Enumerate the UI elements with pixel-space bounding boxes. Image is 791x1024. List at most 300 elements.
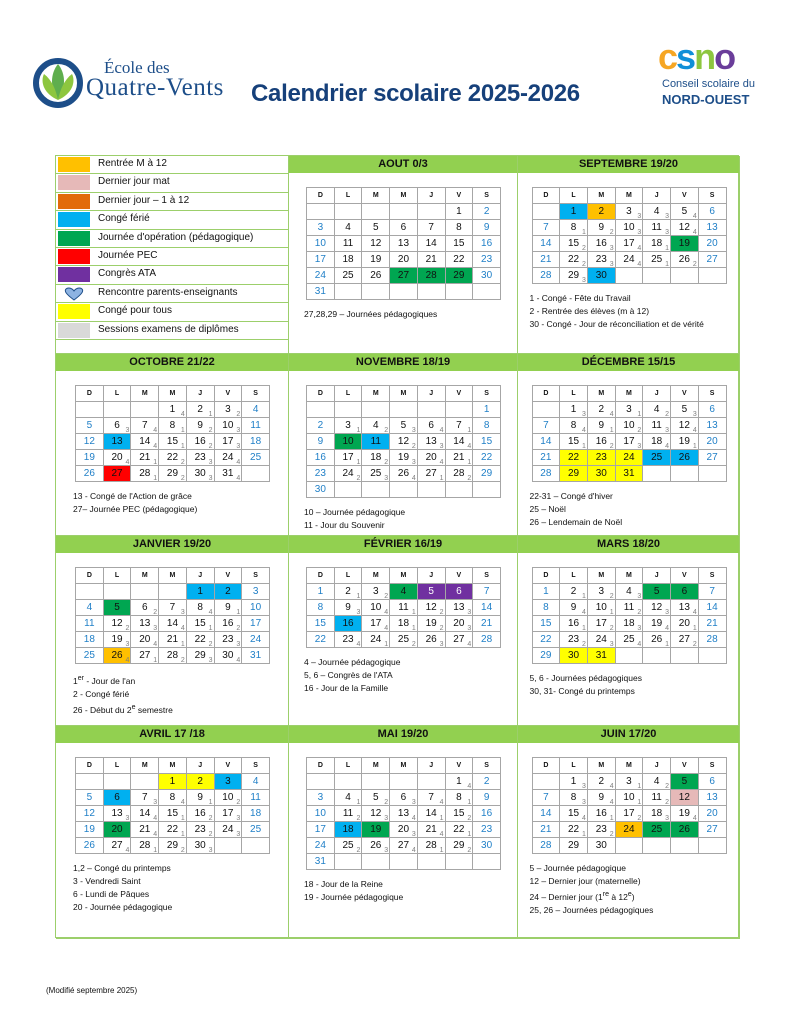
day-cell <box>615 632 643 648</box>
day-cell <box>532 838 560 854</box>
empty-cell <box>242 838 270 854</box>
note-line: 22-31 – Congé d'hiver <box>529 491 613 501</box>
cycle-day-number: 1 <box>153 459 158 466</box>
day-cell <box>615 600 643 616</box>
month-notes <box>530 672 642 698</box>
weekday-header: S <box>473 188 501 204</box>
empty-cell <box>390 854 418 870</box>
day-cell <box>186 466 214 482</box>
day-number: 3 <box>626 206 632 217</box>
day-number: 22 <box>166 824 179 835</box>
note-line: 25, 26 – Journées pédagogiques <box>529 904 654 915</box>
day-number: 2 <box>317 420 324 431</box>
day-cell <box>532 822 560 838</box>
board-name-line2: NORD-OUEST <box>662 92 750 107</box>
weekday-header: S <box>698 188 726 204</box>
weekday-header: L <box>103 758 131 774</box>
empty-cell <box>390 774 418 790</box>
day-number: 4 <box>400 586 407 597</box>
cycle-day-number: 4 <box>236 657 241 664</box>
cycle-day-number: 1 <box>582 443 586 450</box>
cycle-day-number: 3 <box>125 427 130 434</box>
day-number: 3 <box>345 420 351 431</box>
day-cell <box>307 632 335 648</box>
legend-item <box>56 211 289 229</box>
cycle-day-number: 3 <box>609 641 614 648</box>
day-cell <box>643 632 671 648</box>
day-cell <box>103 822 131 838</box>
day-cell <box>417 632 445 648</box>
day-number: 14 <box>166 618 179 629</box>
day-number: 14 <box>425 808 437 819</box>
cycle-day-number: 4 <box>609 411 614 418</box>
day-number: 8 <box>483 420 490 431</box>
day-number: 22 <box>540 634 552 645</box>
day-cell <box>417 600 445 616</box>
legend-label: Journée PEC <box>98 249 158 261</box>
day-number: 5 <box>653 586 660 597</box>
cycle-day-number: 1 <box>180 831 185 838</box>
empty-cell <box>698 838 726 854</box>
day-number: 4 <box>626 586 632 597</box>
month-title: DÉCEMBRE 15/15 <box>518 354 739 371</box>
day-number: 18 <box>83 634 95 645</box>
note-line: 2 - Congé férié <box>73 688 130 699</box>
cycle-day-number: 2 <box>208 443 213 450</box>
day-cell <box>76 616 104 632</box>
legend-item <box>56 174 289 192</box>
day-cell <box>76 838 104 854</box>
day-number: 19 <box>678 238 690 249</box>
note-line: 3 - Vendredi Saint <box>73 876 141 886</box>
day-number: 17 <box>623 808 635 819</box>
day-number: 9 <box>598 792 605 803</box>
day-cell <box>473 268 501 284</box>
day-cell <box>473 632 501 648</box>
day-cell <box>390 268 418 284</box>
day-number: 18 <box>623 618 635 629</box>
day-cell <box>671 402 699 418</box>
note-line: 20 - Journée pédagogique <box>73 902 173 912</box>
day-cell <box>390 220 418 236</box>
cycle-day-number: 2 <box>582 245 586 252</box>
weekday-header: M <box>615 386 643 402</box>
day-number: 12 <box>678 792 690 803</box>
day-number: 25 <box>250 452 262 463</box>
legend-swatch <box>58 286 90 301</box>
cycle-day-number: 1 <box>637 783 642 790</box>
day-number: 21 <box>706 618 718 629</box>
day-number: 1 <box>169 404 176 415</box>
day-number: 9 <box>345 602 351 613</box>
day-cell <box>103 466 131 482</box>
weekday-header: L <box>334 386 362 402</box>
cycle-day-number: 1 <box>411 609 416 616</box>
day-cell <box>334 838 362 854</box>
day-number: 10 <box>623 222 635 233</box>
cycle-day-number: 1 <box>208 411 213 418</box>
month-table <box>306 757 501 870</box>
day-cell <box>698 774 726 790</box>
weekday-header: D <box>532 386 560 402</box>
day-number: 19 <box>678 436 690 447</box>
day-number: 24 <box>342 468 354 479</box>
day-cell <box>587 648 615 664</box>
day-number: 15 <box>453 808 465 819</box>
day-cell <box>214 418 242 434</box>
day-number: 20 <box>706 808 718 819</box>
note-line: 30, 31- Congé du printemps <box>529 686 635 696</box>
day-number: 17 <box>250 618 262 629</box>
empty-cell <box>473 854 501 870</box>
day-cell <box>362 600 390 616</box>
day-cell <box>307 252 335 268</box>
empty-cell <box>334 482 362 498</box>
cycle-day-number: 4 <box>180 799 185 806</box>
day-cell <box>334 584 362 600</box>
day-number: 5 <box>86 420 93 431</box>
day-number: 4 <box>345 222 351 233</box>
day-number: 28 <box>540 840 552 851</box>
day-cell <box>417 616 445 632</box>
day-cell <box>214 790 242 806</box>
day-number: 20 <box>453 618 465 629</box>
day-cell <box>587 252 615 268</box>
school-logo-icon <box>30 52 88 110</box>
day-number: 21 <box>540 254 552 265</box>
heart-icon <box>58 286 90 301</box>
cycle-day-number: 4 <box>153 815 158 822</box>
day-number: 16 <box>481 238 493 249</box>
empty-cell <box>159 584 187 600</box>
day-cell <box>159 648 187 664</box>
day-cell <box>445 434 473 450</box>
cycle-day-number: 1 <box>356 427 361 434</box>
cycle-day-number: 3 <box>582 277 586 284</box>
day-number: 7 <box>456 420 462 431</box>
day-cell <box>698 806 726 822</box>
weekday-header: D <box>532 188 560 204</box>
day-number: 4 <box>372 420 379 431</box>
day-number: 28 <box>453 468 465 479</box>
month-title: OCTOBRE 21/22 <box>56 354 288 371</box>
day-cell <box>643 236 671 252</box>
month-table <box>306 385 501 498</box>
cycle-day-number: 2 <box>609 625 614 632</box>
day-cell <box>334 600 362 616</box>
day-cell <box>473 790 501 806</box>
cycle-day-number: 2 <box>609 229 614 236</box>
day-number: 20 <box>425 452 437 463</box>
day-cell <box>307 450 335 466</box>
day-number: 24 <box>623 254 635 265</box>
day-number: 24 <box>314 840 326 851</box>
day-number: 6 <box>114 792 120 803</box>
day-cell <box>445 584 473 600</box>
day-number: 15 <box>314 618 326 629</box>
note-line: 25 – Noël <box>529 504 566 514</box>
day-number: 4 <box>252 776 259 787</box>
day-number: 3 <box>372 586 379 597</box>
day-cell <box>643 806 671 822</box>
day-number: 13 <box>706 222 718 233</box>
day-cell <box>103 806 131 822</box>
weekday-header: D <box>307 758 335 774</box>
day-number: 28 <box>166 650 179 661</box>
day-cell <box>473 402 501 418</box>
day-cell <box>186 838 214 854</box>
empty-cell <box>103 584 131 600</box>
day-number: 29 <box>567 840 580 851</box>
note-line: 1er - Jour de l'an <box>73 675 136 686</box>
day-cell <box>362 220 390 236</box>
day-cell <box>615 204 643 220</box>
day-number: 6 <box>400 792 407 803</box>
day-cell <box>560 450 588 466</box>
day-number: 7 <box>543 420 549 431</box>
day-cell <box>532 236 560 252</box>
day-number: 12 <box>397 436 410 447</box>
empty-cell <box>473 284 501 300</box>
day-cell <box>532 600 560 616</box>
day-cell <box>671 418 699 434</box>
day-number: 11 <box>342 238 354 249</box>
day-number: 30 <box>222 650 234 661</box>
day-cell <box>76 806 104 822</box>
day-cell <box>587 584 615 600</box>
month-panel <box>289 156 518 354</box>
legend-item <box>56 193 289 211</box>
cycle-day-number: 4 <box>125 657 130 664</box>
day-cell <box>587 220 615 236</box>
day-number: 7 <box>543 222 549 233</box>
day-cell <box>307 284 335 300</box>
day-cell <box>445 236 473 252</box>
cycle-day-number: 3 <box>439 641 444 648</box>
day-cell <box>307 854 335 870</box>
day-number: 19 <box>678 808 690 819</box>
weekday-header: J <box>643 386 671 402</box>
cycle-day-number: 1 <box>180 641 185 648</box>
cycle-day-number: 3 <box>384 815 389 822</box>
month-title: NOVEMBRE 18/19 <box>289 354 517 371</box>
cycle-day-number: 1 <box>439 847 444 854</box>
day-cell <box>390 418 418 434</box>
cycle-day-number: 1 <box>609 427 614 434</box>
cycle-day-number: 2 <box>439 609 444 616</box>
day-number: 19 <box>370 824 382 835</box>
day-number: 6 <box>456 586 462 597</box>
empty-cell <box>698 648 726 664</box>
day-cell <box>560 434 588 450</box>
day-number: 21 <box>540 452 552 463</box>
day-cell <box>242 616 270 632</box>
weekday-header: J <box>186 568 214 584</box>
weekday-header: V <box>214 386 242 402</box>
day-cell <box>417 450 445 466</box>
day-number: 15 <box>194 618 206 629</box>
empty-cell <box>103 774 131 790</box>
month-table <box>306 567 501 648</box>
cycle-day-number: 2 <box>637 427 642 434</box>
day-number: 6 <box>709 776 715 787</box>
day-cell <box>103 450 131 466</box>
cycle-day-number: 2 <box>180 657 185 664</box>
cycle-day-number: 2 <box>356 475 361 482</box>
weekday-header: M <box>131 386 159 402</box>
day-cell <box>473 450 501 466</box>
cycle-day-number: 3 <box>665 427 670 434</box>
empty-cell <box>390 204 418 220</box>
day-cell <box>445 806 473 822</box>
empty-cell <box>307 402 335 418</box>
day-number: 10 <box>623 792 635 803</box>
day-cell <box>390 434 418 450</box>
day-number: 10 <box>222 420 234 431</box>
cycle-day-number: 1 <box>153 847 158 854</box>
day-cell <box>334 466 362 482</box>
cycle-day-number: 4 <box>665 443 670 450</box>
legend-box <box>56 156 289 354</box>
empty-cell <box>390 402 418 418</box>
day-cell <box>587 600 615 616</box>
day-number: 30 <box>194 840 206 851</box>
cycle-day-number: 4 <box>411 815 416 822</box>
day-number: 10 <box>222 792 234 803</box>
day-cell <box>532 434 560 450</box>
day-number: 17 <box>222 808 234 819</box>
weekday-header: V <box>445 386 473 402</box>
weekday-header: L <box>334 568 362 584</box>
day-cell <box>473 584 501 600</box>
day-number: 26 <box>370 840 382 851</box>
day-number: 23 <box>595 824 607 835</box>
cycle-day-number: 1 <box>609 609 614 616</box>
empty-cell <box>307 774 335 790</box>
day-number: 26 <box>678 824 690 835</box>
day-cell <box>131 434 159 450</box>
day-number: 12 <box>111 618 123 629</box>
note-line: 10 – Journée pédagogique <box>304 507 406 517</box>
school-logo <box>30 52 240 114</box>
day-cell <box>445 632 473 648</box>
month-panel <box>518 354 740 536</box>
day-cell <box>334 418 362 434</box>
day-cell <box>214 806 242 822</box>
day-number: 15 <box>567 238 580 249</box>
day-number: 5 <box>114 602 120 613</box>
legend-swatch <box>58 304 90 319</box>
day-cell <box>214 466 242 482</box>
day-cell <box>362 418 390 434</box>
cycle-day-number: 1 <box>384 641 389 648</box>
cycle-day-number: 2 <box>582 261 586 268</box>
cycle-day-number: 4 <box>439 459 444 466</box>
day-cell <box>560 268 588 284</box>
day-cell <box>643 450 671 466</box>
cycle-day-number: 1 <box>582 229 586 236</box>
day-number: 16 <box>342 618 354 629</box>
day-cell <box>671 774 699 790</box>
cycle-day-number: 2 <box>637 815 642 822</box>
day-cell <box>159 632 187 648</box>
day-number: 18 <box>342 254 354 265</box>
day-cell <box>159 806 187 822</box>
day-number: 7 <box>709 586 715 597</box>
day-number: 6 <box>400 222 407 233</box>
month-panel <box>518 726 740 939</box>
day-cell <box>334 236 362 252</box>
day-cell <box>473 838 501 854</box>
weekday-header: J <box>643 188 671 204</box>
day-number: 25 <box>370 468 382 479</box>
day-cell <box>698 204 726 220</box>
day-number: 9 <box>570 602 577 613</box>
day-number: 8 <box>197 602 203 613</box>
day-number: 2 <box>570 586 577 597</box>
day-number: 31 <box>314 286 326 297</box>
cycle-day-number: 2 <box>208 815 213 822</box>
cycle-day-number: 2 <box>665 783 670 790</box>
cycle-day-number: 2 <box>384 799 389 806</box>
day-number: 21 <box>139 824 151 835</box>
day-number: 26 <box>370 270 382 281</box>
day-cell <box>532 220 560 236</box>
cycle-day-number: 4 <box>582 427 586 434</box>
day-number: 15 <box>481 436 493 447</box>
day-number: 1 <box>570 776 577 787</box>
day-cell <box>186 616 214 632</box>
weekday-header: D <box>307 386 335 402</box>
weekday-header: D <box>307 568 335 584</box>
cycle-day-number: 2 <box>180 847 185 854</box>
day-cell <box>560 252 588 268</box>
weekday-header: L <box>560 568 588 584</box>
day-number: 29 <box>166 840 179 851</box>
weekday-header: S <box>473 758 501 774</box>
empty-cell <box>362 204 390 220</box>
month-panel <box>289 354 518 536</box>
empty-cell <box>671 838 699 854</box>
day-cell <box>643 252 671 268</box>
day-number: 8 <box>570 222 577 233</box>
day-cell <box>445 790 473 806</box>
empty-cell <box>417 284 445 300</box>
day-number: 5 <box>86 792 93 803</box>
day-number: 16 <box>481 808 493 819</box>
day-number: 27 <box>678 634 690 645</box>
note-line: 5, 6 – Congrès de l'ATA <box>304 670 393 680</box>
day-cell <box>103 600 131 616</box>
day-number: 1 <box>456 776 462 787</box>
cycle-day-number: 4 <box>637 641 642 648</box>
school-name-line2: Quatre-Vents <box>86 74 224 101</box>
day-cell <box>417 434 445 450</box>
month-title: AOUT 0/3 <box>289 156 517 173</box>
day-number: 5 <box>428 586 434 597</box>
cycle-day-number: 3 <box>637 625 642 632</box>
day-cell <box>242 790 270 806</box>
day-number: 14 <box>425 238 437 249</box>
cycle-day-number: 1 <box>153 657 158 664</box>
day-number: 10 <box>250 602 262 613</box>
day-number: 23 <box>194 452 206 463</box>
month-notes <box>530 292 704 331</box>
day-cell <box>560 584 588 600</box>
day-number: 7 <box>428 792 434 803</box>
day-number: 3 <box>225 776 231 787</box>
empty-cell <box>131 584 159 600</box>
